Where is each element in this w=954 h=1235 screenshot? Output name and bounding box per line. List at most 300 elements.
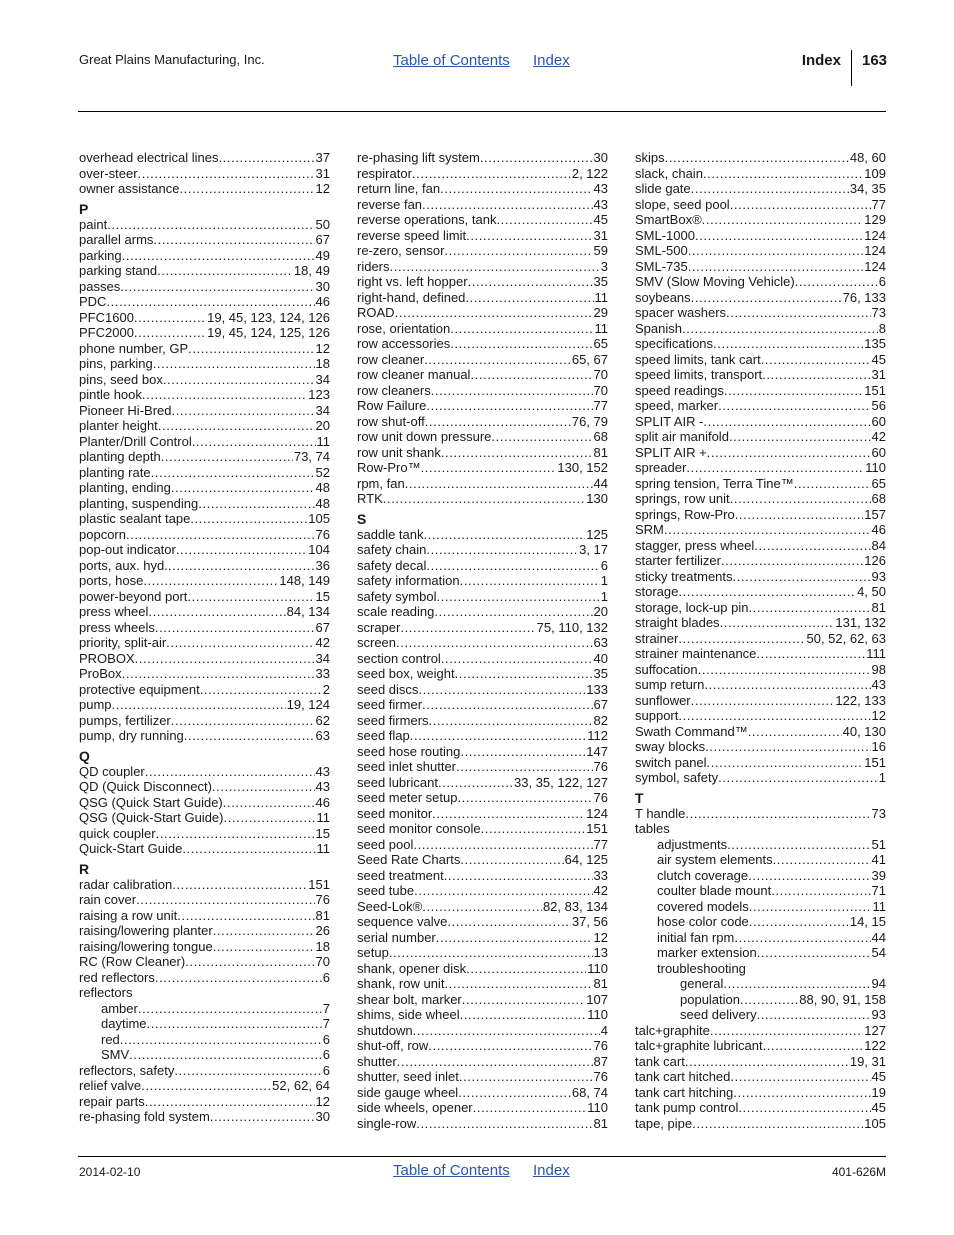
dot-leader xyxy=(418,682,585,698)
page-reference[interactable]: 73 xyxy=(871,305,886,320)
footer-table-of-contents-link[interactable]: Table of Contents xyxy=(393,1162,510,1179)
index-entry xyxy=(635,631,886,647)
page-reference[interactable]: 14, 15 xyxy=(849,914,886,929)
index-term: springs, Row-Pro xyxy=(635,506,735,522)
page-reference[interactable]: 93 xyxy=(871,1007,886,1022)
index-entry xyxy=(635,930,886,946)
page-reference[interactable]: 126 xyxy=(864,553,886,568)
page-reference[interactable]: 45 xyxy=(871,351,886,367)
page-reference[interactable]: 34 xyxy=(315,371,330,387)
index-term: row shut-off xyxy=(357,413,425,429)
dot-leader xyxy=(184,728,315,744)
page-reference[interactable]: 104 xyxy=(308,542,330,557)
index-entry xyxy=(357,666,608,682)
dot-leader xyxy=(390,259,600,275)
page-reference[interactable]: 44 xyxy=(593,475,608,491)
page-reference[interactable]: 8 xyxy=(878,320,886,336)
page-reference[interactable]: 63 xyxy=(315,728,330,743)
index-entry xyxy=(635,460,886,476)
page-reference[interactable]: 3, 17 xyxy=(579,542,608,557)
index-entry xyxy=(79,449,330,465)
page-reference[interactable]: 76, 79 xyxy=(571,413,608,429)
dot-leader xyxy=(730,491,871,507)
dot-leader xyxy=(147,1016,322,1032)
page-reference[interactable]: 1 xyxy=(878,770,886,785)
page-reference[interactable]: 73, 74 xyxy=(293,449,330,464)
dot-leader xyxy=(410,728,587,744)
page-reference[interactable]: 127 xyxy=(864,1022,886,1038)
dot-leader xyxy=(426,398,592,414)
page-reference[interactable]: 30 xyxy=(315,278,330,294)
page-reference[interactable]: 52 xyxy=(315,464,330,480)
index-entry xyxy=(635,476,886,492)
dot-leader xyxy=(145,1094,315,1110)
page-reference[interactable]: 12 xyxy=(315,181,330,196)
page-reference[interactable]: 42 xyxy=(871,429,886,444)
page-reference[interactable]: 77 xyxy=(593,836,608,852)
page-reference[interactable]: 98 xyxy=(871,661,886,677)
dot-leader xyxy=(174,1063,321,1079)
page-reference[interactable]: 76 xyxy=(315,526,330,542)
page-reference[interactable]: 81 xyxy=(315,907,330,923)
index-term: talc+graphite lubricant xyxy=(635,1038,763,1053)
page-reference[interactable]: 16 xyxy=(871,739,886,754)
page-reference[interactable]: 20 xyxy=(593,604,608,619)
page-reference[interactable]: 37 xyxy=(315,150,330,165)
page-reference[interactable]: 46 xyxy=(315,794,330,810)
page-reference[interactable]: 43 xyxy=(593,181,608,196)
dot-leader xyxy=(724,383,863,399)
page-reference[interactable]: 43 xyxy=(871,677,886,692)
page-reference[interactable]: 84, 134 xyxy=(286,604,330,619)
page-reference[interactable]: 34 xyxy=(315,402,330,418)
page-reference[interactable]: 19, 45, 124, 125, 126 xyxy=(207,325,330,340)
page-reference[interactable]: 82 xyxy=(593,712,608,728)
page-reference[interactable]: 81 xyxy=(593,976,608,991)
page-reference[interactable]: 6 xyxy=(322,1062,330,1078)
page-reference[interactable]: 71 xyxy=(871,883,886,898)
dot-leader xyxy=(223,795,315,811)
index-term: springs, row unit xyxy=(635,491,730,506)
index-term: rain cover xyxy=(79,892,137,907)
page-reference[interactable]: 11 xyxy=(316,433,330,449)
page-reference[interactable]: 76, 133 xyxy=(842,289,886,305)
page-reference[interactable]: 31 xyxy=(315,165,330,181)
index-entry xyxy=(357,713,608,729)
page-reference[interactable]: 46 xyxy=(871,522,886,537)
page-reference[interactable]: 112 xyxy=(587,728,608,743)
dot-leader xyxy=(720,615,835,631)
page-reference[interactable]: 76 xyxy=(593,1069,608,1084)
dot-leader xyxy=(773,852,871,868)
dot-leader xyxy=(748,724,842,740)
index-term: straight blades xyxy=(635,615,720,630)
page-reference[interactable]: 34 xyxy=(315,650,330,666)
page-reference[interactable]: 44 xyxy=(871,929,886,945)
table-of-contents-link[interactable]: Table of Contents xyxy=(393,52,510,69)
page-reference[interactable]: 65 xyxy=(871,475,886,491)
dot-leader xyxy=(460,744,585,760)
page-reference[interactable]: 50 xyxy=(315,216,330,232)
page-reference[interactable]: 6 xyxy=(322,969,330,985)
page-reference[interactable]: 34, 35 xyxy=(849,181,886,196)
index-entry xyxy=(357,352,608,368)
page-reference[interactable]: 64, 125 xyxy=(564,852,608,867)
dot-leader xyxy=(691,290,842,306)
index-term: SPLIT AIR - xyxy=(635,413,704,429)
dot-leader xyxy=(685,806,870,822)
dot-leader xyxy=(702,212,864,228)
index-term: seed firmers xyxy=(357,712,429,728)
index-entry xyxy=(79,1078,330,1094)
page-reference[interactable]: 81 xyxy=(593,444,608,460)
page-reference[interactable]: 51 xyxy=(871,836,886,852)
index-term: Seed-Lok® xyxy=(357,898,423,914)
page-reference[interactable]: 43 xyxy=(315,779,330,794)
page-reference[interactable]: 76 xyxy=(315,892,330,907)
page-reference[interactable]: 110 xyxy=(587,960,608,976)
index-term: speed limits, tank cart xyxy=(635,351,761,367)
page-reference[interactable]: 11 xyxy=(316,810,330,825)
page-reference[interactable]: 130 xyxy=(586,491,608,506)
page-reference[interactable]: 82, 83, 134 xyxy=(542,898,608,914)
dot-leader xyxy=(422,899,542,915)
page-reference[interactable]: 110 xyxy=(587,1007,608,1022)
page-reference[interactable]: 68 xyxy=(593,429,608,444)
index-entry xyxy=(79,542,330,558)
page-reference[interactable]: 76 xyxy=(593,759,608,774)
page-reference[interactable]: 12 xyxy=(871,708,886,723)
index-term: red xyxy=(101,1031,120,1047)
page-reference[interactable]: 131, 132 xyxy=(835,615,886,630)
page-reference[interactable]: 76 xyxy=(593,790,608,805)
page-reference[interactable]: 18 xyxy=(315,356,330,371)
index-entry xyxy=(79,841,330,857)
page-reference[interactable]: 42 xyxy=(593,883,608,898)
index-term: single-row xyxy=(357,1115,417,1131)
page-reference[interactable]: 40, 130 xyxy=(842,723,886,739)
dot-leader xyxy=(718,770,878,786)
index-term: QSG (Quick-Start Guide) xyxy=(79,810,224,825)
index-entry xyxy=(357,604,608,620)
page-reference[interactable]: 43 xyxy=(315,763,330,779)
dot-leader xyxy=(157,263,293,279)
page-reference[interactable]: 110 xyxy=(587,1100,608,1115)
index-entry xyxy=(79,954,330,970)
dot-leader xyxy=(129,1047,322,1063)
page-reference[interactable]: 147 xyxy=(586,743,608,759)
page-reference[interactable]: 60 xyxy=(871,413,886,429)
dot-leader xyxy=(126,527,315,543)
page-reference[interactable]: 60 xyxy=(871,444,886,460)
index-entry xyxy=(357,868,608,884)
page-reference[interactable]: 33 xyxy=(315,666,330,681)
index-entry xyxy=(357,558,608,574)
dot-leader xyxy=(707,755,864,771)
dot-leader xyxy=(695,228,863,244)
page-reference[interactable]: 41 xyxy=(871,852,886,867)
page-reference[interactable]: 2, 122 xyxy=(571,165,608,181)
page-reference[interactable]: 31 xyxy=(871,367,886,382)
page-reference[interactable]: 67 xyxy=(315,232,330,247)
index-entry xyxy=(79,387,330,403)
page-reference[interactable]: 36 xyxy=(315,557,330,573)
dot-leader xyxy=(718,398,870,414)
page-reference[interactable]: 19, 45, 123, 124, 126 xyxy=(207,309,330,325)
dot-leader xyxy=(462,992,586,1008)
index-entry xyxy=(79,217,330,233)
dot-leader xyxy=(748,600,870,616)
index-term: SmartBox® xyxy=(635,212,702,227)
page-reference[interactable]: 35 xyxy=(593,666,608,681)
page-reference[interactable]: 45 xyxy=(593,212,608,227)
page-reference[interactable]: 12 xyxy=(315,1093,330,1109)
page-reference[interactable]: 56 xyxy=(871,398,886,413)
page-reference[interactable]: 35 xyxy=(593,274,608,289)
page-reference[interactable]: 12 xyxy=(315,340,330,356)
page-reference[interactable]: 7 xyxy=(322,1000,330,1016)
page-reference[interactable]: 151 xyxy=(864,754,886,770)
index-term: T handle xyxy=(635,805,686,821)
index-term: storage xyxy=(635,584,679,599)
page-reference[interactable]: 81 xyxy=(871,599,886,615)
page-reference[interactable]: 33 xyxy=(593,867,608,883)
page-reference[interactable]: 65, 67 xyxy=(571,351,608,367)
page-reference[interactable]: 107 xyxy=(586,991,608,1007)
page-reference[interactable]: 50, 52, 62, 63 xyxy=(806,630,886,646)
dot-leader xyxy=(120,279,314,295)
page-reference[interactable]: 68, 74 xyxy=(571,1084,608,1100)
index-term: serial number xyxy=(357,929,436,945)
dot-leader xyxy=(218,150,314,166)
page-reference[interactable]: 11 xyxy=(594,320,608,336)
index-term: priority, split-air xyxy=(79,635,167,650)
page-reference[interactable]: 124 xyxy=(586,805,608,821)
index-term: paint xyxy=(79,216,108,232)
page-reference[interactable]: 68 xyxy=(871,491,886,506)
page-reference[interactable]: 109 xyxy=(864,165,886,181)
page-reference[interactable]: 6 xyxy=(322,1031,330,1047)
dot-leader xyxy=(457,790,592,806)
index-entry xyxy=(635,1054,886,1070)
page-reference[interactable]: 37, 56 xyxy=(571,914,608,929)
page-reference[interactable]: 19, 31 xyxy=(849,1053,886,1069)
page-reference[interactable]: 88, 90, 91, 158 xyxy=(799,991,886,1007)
page-reference[interactable]: 43 xyxy=(593,196,608,212)
index-link[interactable]: Index xyxy=(533,52,570,69)
page-reference[interactable]: 70 xyxy=(315,954,330,969)
page-reference[interactable]: 105 xyxy=(864,1115,886,1131)
page-reference[interactable]: 54 xyxy=(871,945,886,960)
page-reference[interactable]: 122 xyxy=(864,1038,886,1053)
page-reference[interactable]: 26 xyxy=(315,923,330,938)
page-reference[interactable]: 151 xyxy=(586,821,608,836)
index-term: tables xyxy=(635,821,670,836)
page-reference[interactable]: 77 xyxy=(871,196,886,212)
page-reference[interactable]: 19, 124 xyxy=(286,697,330,712)
dot-leader xyxy=(496,212,592,228)
page-reference[interactable]: 94 xyxy=(871,976,886,991)
page-reference[interactable]: 87 xyxy=(593,1053,608,1069)
page-reference[interactable]: 70 xyxy=(593,367,608,382)
page-reference[interactable]: 151 xyxy=(308,876,330,892)
page-reference[interactable]: 122, 133 xyxy=(835,692,886,708)
dot-leader xyxy=(447,914,571,930)
index-entry xyxy=(635,837,886,853)
page-reference[interactable]: 1 xyxy=(600,573,608,588)
index-term: seed monitor xyxy=(357,805,433,821)
page-reference[interactable]: 148, 149 xyxy=(279,573,330,588)
dot-leader xyxy=(441,445,593,461)
page-reference[interactable]: 39 xyxy=(871,867,886,883)
page-reference[interactable]: 45 xyxy=(871,1069,886,1084)
index-term: speed limits, transport xyxy=(635,367,763,382)
index-term: shank, row unit xyxy=(357,976,445,991)
page-reference[interactable]: 81 xyxy=(593,1115,608,1131)
index-letter-heading: Q xyxy=(79,747,90,764)
page-reference[interactable]: 49 xyxy=(315,247,330,263)
index-entry xyxy=(357,414,608,430)
page-reference[interactable]: 48 xyxy=(315,495,330,511)
page-reference[interactable]: 77 xyxy=(593,398,608,413)
page-reference[interactable]: 135 xyxy=(864,336,886,351)
page-reference[interactable]: 111 xyxy=(866,646,886,661)
page-reference[interactable]: 18 xyxy=(315,938,330,954)
page-reference[interactable]: 6 xyxy=(878,274,886,289)
page-reference[interactable]: 151 xyxy=(864,382,886,398)
index-entry xyxy=(635,445,886,461)
dot-leader xyxy=(425,414,571,430)
page-reference[interactable]: 20 xyxy=(315,418,330,433)
page-reference[interactable]: 3 xyxy=(600,258,608,274)
dot-leader xyxy=(771,883,870,899)
page-reference[interactable]: 105 xyxy=(308,511,330,526)
dot-leader xyxy=(107,217,314,233)
page-reference[interactable]: 65 xyxy=(593,336,608,351)
page-reference[interactable]: 15 xyxy=(315,588,330,604)
page-reference[interactable]: 1 xyxy=(600,588,608,604)
page-reference[interactable]: 59 xyxy=(593,243,608,258)
dot-leader xyxy=(794,476,871,492)
index-entry xyxy=(357,945,608,961)
page-reference[interactable]: 18, 49 xyxy=(293,263,330,278)
page-reference[interactable]: 70 xyxy=(593,382,608,398)
index-term: return line, fan xyxy=(357,181,441,196)
page-reference[interactable]: 73 xyxy=(871,805,886,821)
index-term: PROBOX xyxy=(79,650,135,666)
page-reference[interactable]: 29 xyxy=(593,305,608,320)
page-reference[interactable]: 45 xyxy=(871,1100,886,1115)
index-term: pop-out indicator xyxy=(79,542,176,557)
index-term: RC (Row Cleaner) xyxy=(79,954,186,969)
index-term: relief valve xyxy=(79,1078,142,1093)
page-reference[interactable]: 4, 50 xyxy=(857,584,886,599)
dot-leader xyxy=(198,496,314,512)
page-reference[interactable]: 7 xyxy=(322,1016,330,1031)
index-entry xyxy=(79,573,330,589)
page-reference[interactable]: 12 xyxy=(593,929,608,945)
dot-leader xyxy=(413,837,592,853)
page-reference[interactable]: 6 xyxy=(322,1047,330,1062)
page-reference[interactable]: 40 xyxy=(593,650,608,666)
page-reference[interactable]: 157 xyxy=(864,506,886,522)
dot-leader xyxy=(155,970,322,986)
index-entry xyxy=(79,279,330,295)
dot-leader xyxy=(678,584,856,600)
page-reference[interactable]: 62 xyxy=(315,712,330,728)
page-reference[interactable]: 67 xyxy=(315,619,330,635)
page-reference[interactable]: 42 xyxy=(315,635,330,650)
index-entry xyxy=(79,341,330,357)
page-reference[interactable]: 124 xyxy=(864,227,886,243)
dot-leader xyxy=(762,367,870,383)
index-term: SMV xyxy=(101,1047,130,1062)
page-reference[interactable]: 6 xyxy=(600,557,608,573)
page-reference[interactable]: 75, 110, 132 xyxy=(536,619,608,635)
page-reference[interactable]: 48, 60 xyxy=(849,150,886,165)
page-reference[interactable]: 48 xyxy=(315,480,330,495)
page-reference[interactable]: 15 xyxy=(315,825,330,841)
page-reference[interactable]: 11 xyxy=(594,289,608,305)
dot-leader xyxy=(686,460,864,476)
page-reference[interactable]: 130, 152 xyxy=(557,460,608,475)
dot-leader xyxy=(145,764,315,780)
page-reference[interactable]: 124 xyxy=(864,243,886,258)
dot-leader xyxy=(156,826,315,842)
page-reference[interactable]: 11 xyxy=(872,898,886,914)
page-reference[interactable]: 124 xyxy=(864,258,886,274)
index-entry xyxy=(79,908,330,924)
page-reference[interactable]: 133 xyxy=(586,681,608,697)
page-reference[interactable]: 19 xyxy=(871,1084,886,1100)
index-term: raising/lowering planter xyxy=(79,923,213,938)
page-reference[interactable]: 93 xyxy=(871,568,886,584)
page-reference[interactable]: 67 xyxy=(593,697,608,712)
dot-leader xyxy=(733,569,871,585)
page-reference[interactable]: 125 xyxy=(586,526,608,542)
dot-leader xyxy=(413,1023,600,1039)
dot-leader xyxy=(422,697,593,713)
page-reference[interactable]: 52, 62, 64 xyxy=(272,1078,330,1093)
page-reference[interactable]: 110 xyxy=(865,460,886,475)
page-reference[interactable]: 63 xyxy=(593,635,608,650)
page-reference[interactable]: 129 xyxy=(864,212,886,227)
page-reference[interactable]: 13 xyxy=(593,945,608,960)
index-entry xyxy=(79,620,330,636)
page-reference[interactable]: 4 xyxy=(600,1022,608,1038)
dot-leader xyxy=(395,305,593,321)
page-reference[interactable]: 2 xyxy=(322,681,330,697)
index-term: phone number, GP xyxy=(79,340,189,356)
index-term: planter height xyxy=(79,418,158,433)
index-term: plastic sealant tape xyxy=(79,511,191,526)
page-reference[interactable]: 76 xyxy=(593,1038,608,1053)
page-reference[interactable]: 30 xyxy=(593,150,608,165)
footer-index-link[interactable]: Index xyxy=(533,1162,570,1179)
page-reference[interactable]: 30 xyxy=(315,1109,330,1124)
dot-leader xyxy=(703,414,870,430)
page-reference[interactable]: 11 xyxy=(316,841,330,856)
dot-leader xyxy=(465,290,593,306)
page-reference[interactable]: 46 xyxy=(315,294,330,309)
page-reference[interactable]: 31 xyxy=(593,227,608,243)
page-reference[interactable]: 123 xyxy=(308,387,330,402)
index-term: QD (Quick Disconnect) xyxy=(79,779,212,794)
page-reference[interactable]: 84 xyxy=(871,537,886,553)
index-column-3 xyxy=(635,150,886,1131)
index-entry xyxy=(79,527,330,543)
page-reference[interactable]: 33, 35, 122, 127 xyxy=(514,774,608,790)
